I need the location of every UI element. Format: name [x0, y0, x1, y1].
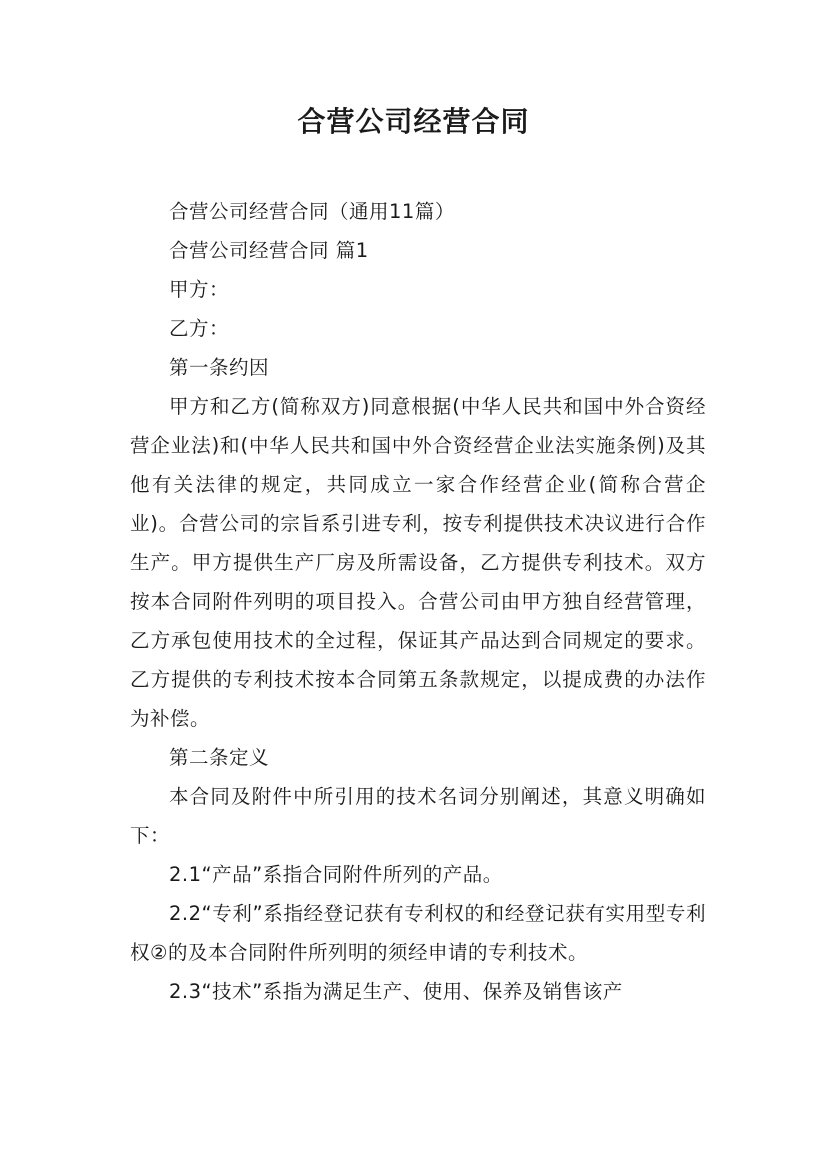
clause-item: 2.2“专利”系指经登记获有专利权的和经登记获有实用型专利权②的及本合同附件所列明的须经申请的专利技术。 — [130, 902, 706, 964]
party-b-line: 乙方： — [169, 317, 230, 340]
body-paragraph: 甲方和乙方(简称双方)同意根据(中华人民共和国中外合资经营企业法)和(中华人民共和国中外合资经营企业法实施条例)及其他有关法律的规定，共同成立一家合作经营企业(简称合营企业)。合营公司的宗旨系引进专利，按专利提供技术决议进行合作生产。甲方提供生产厂房及所需设备，乙方提供专利技术。双方按本合同附件列明的项目投入。合营公司由甲方独自经营管理，乙方承包使用技术的全过程，保证其产品达到合同规定的要求。乙方提供的专利技术按本合同第五条款规定，以提成费的办法作为补偿。 — [130, 395, 706, 730]
section-heading: 合营公司经营合同 篇1 — [169, 239, 369, 262]
document-title: 合营公司经营合同 — [297, 105, 530, 138]
body-paragraph: 本合同及附件中所引用的技术名词分别阐述，其意义明确如下： — [130, 785, 706, 847]
clause-item: 2.1“产品”系指合同附件所列的产品。 — [169, 863, 503, 886]
clause-item: 2.3“技术”系指为满足生产、使用、保养及销售该产 — [169, 980, 623, 1003]
article-heading: 第二条定义 — [169, 746, 270, 769]
subtitle-line: 合营公司经营合同（通用11篇） — [169, 200, 455, 223]
document-body — [130, 192, 706, 1011]
party-a-line: 甲方： — [169, 278, 230, 301]
article-heading: 第一条约因 — [169, 356, 270, 379]
